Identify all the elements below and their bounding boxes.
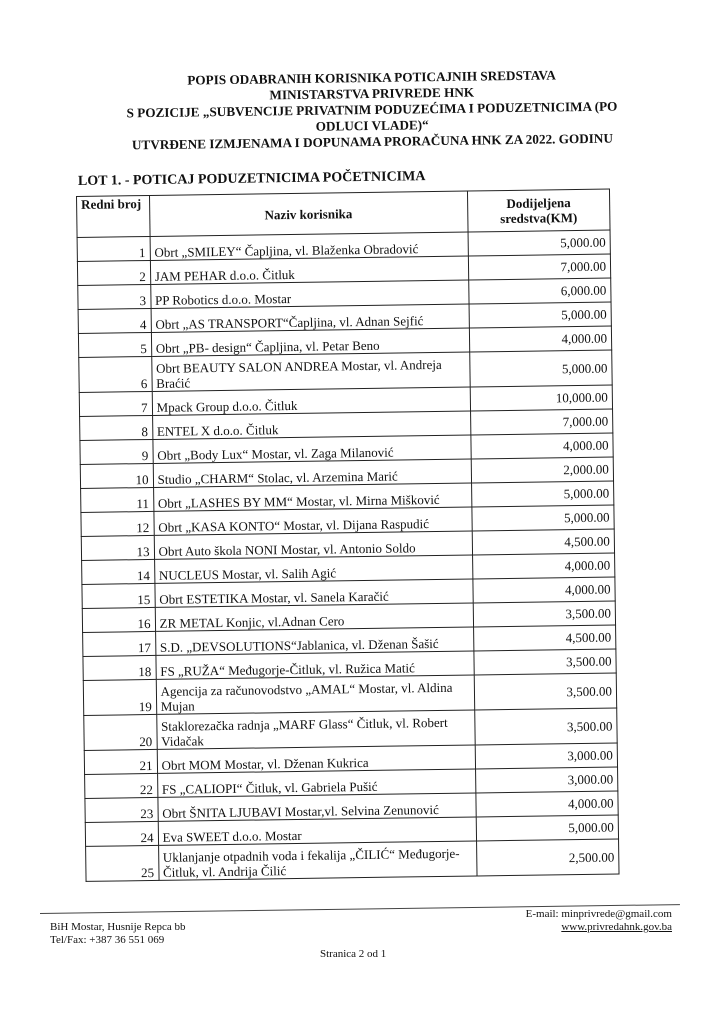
allocated-amount: 4,000.00 (471, 433, 614, 459)
beneficiary-name: S.D. „DEVSOLUTIONS“Jablanica, vl. Dženan Šašić (155, 627, 473, 655)
column-header-amount: Dodijeljena sredstva(KM) (467, 189, 610, 232)
table-body (77, 230, 619, 881)
allocated-amount: 6,000.00 (468, 278, 611, 304)
allocated-amount: 2,500.00 (476, 839, 619, 876)
allocated-amount: 4,500.00 (473, 625, 616, 651)
allocated-amount: 4,000.00 (472, 553, 615, 579)
row-number: 2 (77, 260, 150, 285)
beneficiary-name: Obrt „Body Lux“ Mostar, vl. Zaga Milanović (153, 435, 471, 463)
row-number: 14 (82, 559, 155, 584)
table-row (86, 839, 619, 881)
beneficiary-name: FS „CALIOPI“ Čitluk, vl. Gabriela Pušić (157, 769, 475, 797)
allocated-amount: 3,000.00 (475, 767, 618, 793)
beneficiary-name: FS „RUŽA“ Međugorje-Čitluk, vl. Ružica Matić (156, 651, 474, 679)
beneficiary-name: Obrt „KASA KONTO“ Mostar, vl. Dijana Raspudić (154, 507, 472, 535)
beneficiary-name: Obrt „AS TRANSPORT“Čapljina, vl. Adnan Sejfić (151, 304, 469, 332)
footer-address: BiH Mostar, Husnije Repca bb (50, 921, 186, 933)
heading-line: POPIS ODABRANIH KORISNIKA POTICAJNIH SREDSTAVA (187, 67, 556, 88)
beneficiary-name: Obrt Auto škola NONI Mostar, vl. Antonio Soldo (154, 531, 472, 559)
allocated-amount: 5,000.00 (469, 350, 612, 387)
allocated-amount: 4,500.00 (472, 529, 615, 555)
footer-website-link[interactable]: www.privredahnk.gov.ba (561, 921, 672, 933)
allocated-amount: 7,000.00 (470, 409, 613, 435)
allocated-amount: 2,000.00 (471, 457, 614, 483)
footer-phone: Tel/Fax: +387 36 551 069 (50, 934, 165, 946)
beneficiary-name: ENTEL X d.o.o. Čitluk (152, 411, 470, 439)
row-number: 1 (77, 236, 150, 261)
row-number: 9 (80, 439, 153, 464)
row-number: 12 (81, 511, 154, 536)
beneficiary-name: Agencija za računovodstvo „AMAL“ Mostar, vl. Aldina Mujan (156, 675, 475, 714)
page-number: Stranica 2 od 1 (320, 948, 387, 960)
beneficiary-table-wrapper (76, 189, 620, 882)
beneficiary-name: Obrt BEAUTY SALON ANDREA Mostar, vl. Andreja Braćić (151, 352, 470, 391)
allocated-amount: 4,000.00 (476, 791, 619, 817)
allocated-amount: 4,000.00 (469, 326, 612, 352)
heading-line: ODLUCI VLADE)“ (315, 117, 429, 134)
row-number: 24 (85, 821, 158, 846)
footer-contact (50, 921, 186, 947)
row-number: 23 (85, 797, 158, 822)
row-number: 8 (80, 415, 153, 440)
allocated-amount: 5,000.00 (471, 481, 614, 507)
row-number: 20 (84, 714, 157, 750)
beneficiary-name: Obrt „LASHES BY MM“ Mostar, vl. Mirna Mišković (153, 483, 471, 511)
row-number: 13 (81, 535, 154, 560)
lot-title: LOT 1. - POTICAJ PODUZETNICIMA POČETNICIMA (77, 169, 426, 189)
allocated-amount: 3,500.00 (474, 673, 617, 710)
row-number: 6 (79, 356, 152, 392)
row-number: 17 (83, 631, 156, 656)
beneficiary-name: JAM PEHAR d.o.o. Čitluk (150, 256, 468, 284)
beneficiary-name: Studio „CHARM“ Stolac, vl. Arzemina Marić (153, 459, 471, 487)
allocated-amount: 5,000.00 (472, 505, 615, 531)
allocated-amount: 3,000.00 (475, 743, 618, 769)
beneficiary-name: ZR METAL Konjic, vl.Adnan Cero (155, 603, 473, 631)
footer-email[interactable]: E-mail: minprivrede@gmail.com (525, 908, 672, 920)
beneficiary-name: Staklorezačka radnja „MARF Glass“ Čitluk, vl. Robert Vidačak (156, 710, 475, 749)
footer-online (526, 908, 672, 934)
row-number: 7 (79, 391, 152, 416)
row-number: 18 (83, 655, 156, 680)
row-number: 10 (80, 463, 153, 488)
column-header-number: Redni broj (77, 195, 150, 237)
allocated-amount: 4,000.00 (473, 577, 616, 603)
heading-line: UTVRĐENE IZMJENAMA I DOPUNAMA PRORAČUNA HNK ZA 2022. GODINU (131, 130, 614, 153)
document-heading (91, 66, 652, 154)
allocated-amount: 5,000.00 (468, 230, 611, 256)
allocated-amount: 3,500.00 (473, 601, 616, 627)
row-number: 3 (78, 284, 151, 309)
column-header-name: Naziv korisnika (149, 191, 468, 236)
row-number: 5 (78, 332, 151, 357)
row-number: 22 (85, 773, 158, 798)
allocated-amount: 10,000.00 (470, 385, 613, 411)
row-number: 19 (83, 679, 156, 715)
heading-line: S POZICIJE „SUBVENCIJE PRIVATNIM PODUZEĆIMA I PODUZETNICIMA (PO (126, 98, 618, 121)
row-number: 4 (78, 308, 151, 333)
beneficiary-name: Obrt ŠNITA LJUBAVI Mostar,vl. Selvina Zenunović (158, 793, 476, 821)
allocated-amount: 7,000.00 (468, 254, 611, 280)
beneficiary-name: Obrt MOM Mostar, vl. Dženan Kukrica (157, 745, 475, 773)
row-number: 15 (82, 583, 155, 608)
heading-line: MINISTARSTVA PRIVREDE HNK (269, 84, 475, 103)
row-number: 21 (84, 749, 157, 774)
row-number: 16 (82, 607, 155, 632)
beneficiary-name: PP Robotics d.o.o. Mostar (150, 280, 468, 308)
allocated-amount: 5,000.00 (469, 302, 612, 328)
beneficiary-name: Uklanjanje otpadnih voda i fekalija „ČILIĆ“ Međugorje-Čitluk, vl. Andrija Čilić (158, 841, 477, 880)
allocated-amount: 5,000.00 (476, 815, 619, 841)
row-number: 11 (81, 487, 154, 512)
beneficiary-name: Eva SWEET d.o.o. Mostar (158, 817, 476, 845)
beneficiary-name: Obrt „PB- design“ Čapljina, vl. Petar Beno (151, 328, 469, 356)
beneficiary-name: Obrt ESTETIKA Mostar, vl. Sanela Karačić (155, 579, 473, 607)
beneficiary-name: Obrt „SMILEY“ Čapljina, vl. Blaženka Obradović (150, 232, 468, 260)
beneficiary-name: Mpack Group d.o.o. Čitluk (152, 387, 470, 415)
allocated-amount: 3,500.00 (474, 708, 617, 745)
row-number: 25 (86, 845, 159, 881)
beneficiary-name: NUCLEUS Mostar, vl. Salih Agić (154, 555, 472, 583)
beneficiary-table (76, 189, 620, 882)
allocated-amount: 3,500.00 (474, 649, 617, 675)
